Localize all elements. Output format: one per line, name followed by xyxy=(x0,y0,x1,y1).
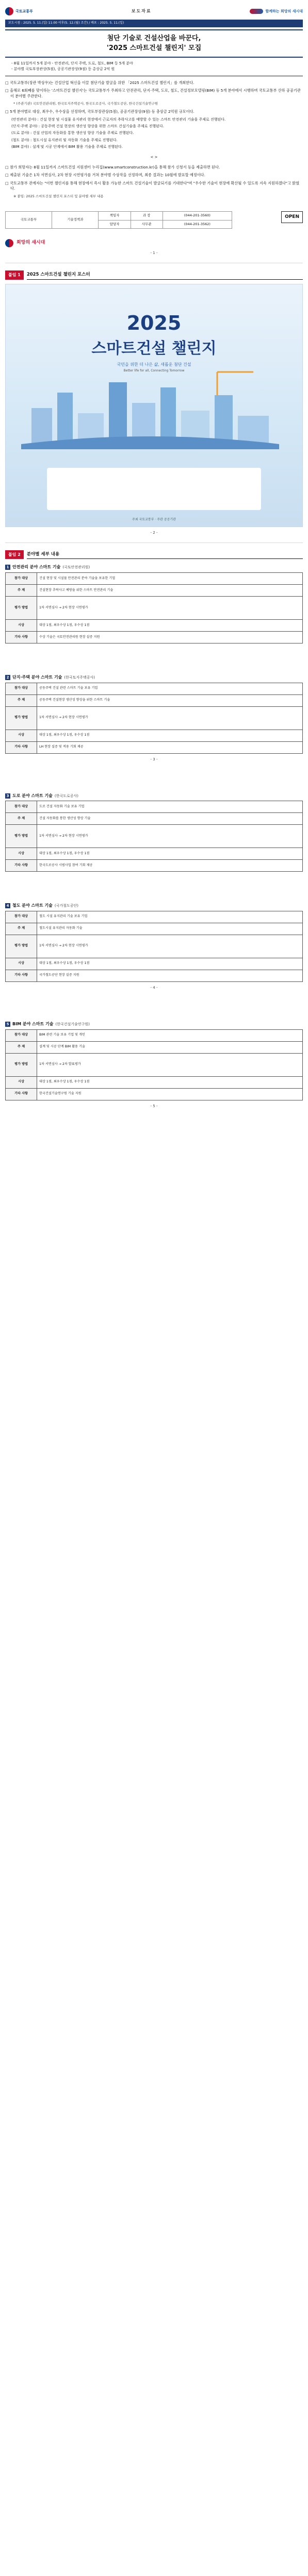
row-label: 기타 사항 xyxy=(6,860,37,872)
table-row xyxy=(6,730,303,741)
row-label: 참가 대상 xyxy=(6,911,37,923)
row-label: 평가 방법 xyxy=(6,597,37,620)
row-label: 평가 방법 xyxy=(6,825,37,848)
city-illustration xyxy=(21,367,279,449)
poster-year: 2025 xyxy=(126,311,182,334)
detail-section xyxy=(5,793,303,872)
row-value: 건설 현장 및 시설물 안전관리 분야 기술을 보유한 기업 xyxy=(37,573,303,585)
section-heading xyxy=(5,1021,303,1027)
table-row xyxy=(6,585,303,597)
row-value: 공동주택 건설현장 생산성 향상을 위한 스마트 기술 xyxy=(37,694,303,706)
table-row xyxy=(6,958,303,970)
government-emblem-icon xyxy=(5,7,13,15)
row-value: 철도 시설 유지관리 기술 보유 기업 xyxy=(37,911,303,923)
row-value: 1차 서면심사 → 2차 현장 시연평가 xyxy=(37,706,303,730)
table-row xyxy=(6,741,303,753)
row-label: 시상 xyxy=(6,958,37,970)
row-label: 참가 대상 xyxy=(6,801,37,813)
contact-name: 사무관 xyxy=(131,220,163,228)
section-heading xyxy=(5,903,303,909)
row-value: 건설현장 추락사고 예방을 위한 스마트 안전관리 기술 xyxy=(37,585,303,597)
row-label: 시상 xyxy=(6,1076,37,1088)
attachment-note: ※ 붙임: 2025 스마트건설 챌린지 포스터 및 분야별 세부 내용 xyxy=(13,194,104,198)
appendix-2-header xyxy=(5,550,303,560)
row-label: 평가 방법 xyxy=(6,706,37,730)
row-value: 1차 서면심사 → 2차 현장 시연평가 xyxy=(37,935,303,958)
table-row xyxy=(6,694,303,706)
table-row xyxy=(6,1041,303,1053)
press-release xyxy=(5,0,303,1109)
requirement-table xyxy=(5,683,303,754)
page-number: - 1 - xyxy=(150,251,158,255)
detail-section xyxy=(5,903,303,982)
row-label: 기타 사항 xyxy=(6,1088,37,1100)
row-value: 한국건설기술연구원 기술 지원 xyxy=(37,1088,303,1100)
title-line-2: '2025 스마트건설 챌린지' 모집 xyxy=(106,44,202,53)
paragraph: □ 올해로 6회째를 맞이하는 '스마트건설 챌린지'는 국토교통부가 주최하고 안전관리, 단지·주택, 도로, 철도, 건설정보모델링(BIM) 등 5개 분야에서 시행하며 국토교통부 산하 공공기관이 분야별 주관한다. xyxy=(5,88,303,99)
section-number: 1 xyxy=(5,565,10,570)
section-org: (한국건설기술연구원) xyxy=(55,1022,90,1026)
table-row xyxy=(6,923,303,935)
area-item: (BIM 분야) : 설계 및 시공 단계에서 BIM 활용 기술을 주제로 진행된다. xyxy=(11,144,123,149)
table-row xyxy=(6,1076,303,1088)
slogan-mark-icon xyxy=(250,9,263,14)
section-number: 3 xyxy=(5,793,10,799)
row-value: BIM 관련 기술 보유 기업 및 개인 xyxy=(37,1029,303,1041)
poster-tagline: Better life for all, Connecting Tomorrow xyxy=(123,368,185,372)
detail-section xyxy=(5,674,303,754)
table-row xyxy=(6,825,303,848)
poster-subtitle: 국민을 위한 더 나은 삶, 새롭운 첨단 건설 xyxy=(117,362,191,367)
table-row xyxy=(6,848,303,860)
slogan-text: 함께하는 희망의 새시대 xyxy=(265,9,303,13)
row-value: 1차 서면심사 → 2차 현장 시연평가 xyxy=(37,825,303,848)
table-row xyxy=(6,911,303,923)
open-badge: OPEN xyxy=(281,211,303,223)
title-box xyxy=(5,29,303,58)
table-row xyxy=(6,970,303,981)
row-value: 국가철도공단 현장 실증 지원 xyxy=(37,970,303,981)
table-row xyxy=(6,620,303,632)
section-org: (한국도로공사) xyxy=(54,793,78,798)
row-label: 참가 대상 xyxy=(6,573,37,585)
appendix-tag: 붙임 1 xyxy=(5,270,24,280)
page-number: - 4 - xyxy=(150,985,158,990)
section-number: 5 xyxy=(5,1022,10,1027)
row-label: 주 제 xyxy=(6,585,37,597)
footer-slogan: 희망의 새시대 xyxy=(17,240,45,246)
row-value: 대상 1점, 최우수상 1점, 우수상 1점 xyxy=(37,848,303,860)
row-value: 도로 건설 자동화 기술 보유 기업 xyxy=(37,801,303,813)
ministry-logo xyxy=(5,7,33,15)
paragraph: □ 제출된 기술은 1차 서면심사, 2차 현장 시연평가를 거쳐 분야별 수상작을 선정하며, 최종 결과는 10월에 발표할 예정이다. xyxy=(5,173,303,178)
page-number: - 2 - xyxy=(150,530,158,535)
row-label: 참가 대상 xyxy=(6,1029,37,1041)
row-label: 주 제 xyxy=(6,813,37,825)
ministry-name: 국토교통부 xyxy=(15,9,33,13)
row-label: 시상 xyxy=(6,730,37,741)
table-row xyxy=(6,632,303,643)
table-row xyxy=(6,935,303,958)
contact-role: 책임자 xyxy=(99,212,131,220)
row-label: 시상 xyxy=(6,848,37,860)
paragraph: □ 국토교통부 관계자는 "이번 챌린지를 통해 현장에서 즉시 활용 가능한 스마트 건설기술이 발굴되기를 기대한다"며 "우수한 기술이 현장에 확산될 수 있도록 지속 지원하겠다"고 밝혔다. xyxy=(5,181,303,192)
section-title: 철도 분야 스마트 기술 xyxy=(12,903,53,908)
poster-footer: 주최 국토교통부 · 주관 공공기관 xyxy=(132,518,176,522)
paragraph: □ 5개 분야별로 대상, 최우수, 우수상을 선정하며, 국토부장관상(5점), 공공기관장상(9점) 등 총상금 2억원 규모이다. xyxy=(5,109,303,114)
row-label: 평가 방법 xyxy=(6,1053,37,1076)
row-label: 기타 사항 xyxy=(6,970,37,981)
title-line-1: 첨단 기술로 건설산업을 바꾼다, xyxy=(107,34,201,42)
table-row xyxy=(6,1088,303,1100)
row-value: 설계 및 시공 단계 BIM 활용 기술 xyxy=(37,1041,303,1053)
row-value: 대상 1점, 최우수상 1점, 우수상 1점 xyxy=(37,958,303,970)
appendix-title: 분야별 세부 내용 xyxy=(27,550,303,559)
paragraph: □ 참가 희망자는 8월 11일까지 스마트건설 지원센터 누리집(www.smartconstruction.kr)을 통해 참가 신청서 등을 제출하면 된다. xyxy=(5,165,303,170)
section-org: (국토안전관리원) xyxy=(62,565,90,570)
detail-section xyxy=(5,1021,303,1100)
contact-name: 과 장 xyxy=(131,212,163,220)
table-row xyxy=(6,801,303,813)
row-label: 주 제 xyxy=(6,1041,37,1053)
row-value: 공동주택 건설 관련 스마트 기술 보유 기업 xyxy=(37,683,303,694)
row-value: LH 현장 실증 및 적용 기회 제공 xyxy=(37,741,303,753)
paragraph: □ 국토교통부(장관 박상우)는 건설산업 혁신을 이끌 첨단기술 발굴을 위한 「2025 스마트건설 챌린지」를 개최한다. xyxy=(5,80,303,86)
subpoints xyxy=(11,61,303,72)
row-label: 참가 대상 xyxy=(6,683,37,694)
footer-logos xyxy=(5,239,303,247)
row-label: 평가 방법 xyxy=(6,935,37,958)
table-row xyxy=(6,683,303,694)
subpoint: - 8월 11일까지 5개 분야 - 안전관리, 단지 주택, 도로, 철도, BIM 등 5개 분야 xyxy=(11,61,133,65)
row-value: 건설 자동화를 통한 생산성 향상 기술 xyxy=(37,813,303,825)
row-label: 기타 사항 xyxy=(6,741,37,753)
page-number: - 3 - xyxy=(150,757,158,761)
requirement-table xyxy=(5,572,303,643)
contact-team: 기술정책과 xyxy=(52,212,99,229)
requirement-table xyxy=(5,1029,303,1100)
row-value: 1차 서면심사 → 2차 현장 시연평가 xyxy=(37,597,303,620)
section-org: (국가철도공단) xyxy=(54,904,78,908)
section-title: BIM 분야 스마트 기술 xyxy=(12,1022,54,1027)
area-item: (단지·주택 분야) : 공동주택 건설 현장의 생산성 향상을 위한 스마트 건설기술을 주제로 진행된다. xyxy=(11,124,164,129)
row-value: 대상 1점, 최우수상 1점, 우수상 1점 xyxy=(37,620,303,632)
contact-section xyxy=(5,211,303,229)
page-number: - 5 - xyxy=(150,1104,158,1108)
row-value: 철도시설 유지관리 자동화 기술 xyxy=(37,923,303,935)
row-value: 1차 서면심사 → 2차 발표평가 xyxy=(37,1053,303,1076)
government-emblem-icon xyxy=(5,239,13,247)
row-label: 주 제 xyxy=(6,923,37,935)
poster-info-box xyxy=(47,468,261,510)
challenge-poster xyxy=(5,284,303,527)
section-number: 2 xyxy=(5,675,10,680)
doc-type: 보도자료 xyxy=(131,9,152,14)
table-row xyxy=(6,813,303,825)
section-heading xyxy=(5,674,303,681)
org-note: * (주관기관) 국토안전관리원, 한국토지주택공사, 한국도로공사, 국가철도공단, 한국건설기술연구원 xyxy=(13,101,158,106)
section-title: 안전관리 분야 스마트 기술 xyxy=(12,565,61,570)
table-row xyxy=(6,573,303,585)
section-title: 단지·주택 분야 스마트 기술 xyxy=(12,675,62,680)
section-heading xyxy=(5,564,303,570)
subpoint: - 분야별 국토부장관상(5점), 공공기관장상(9점) 등 총상금 2억 원 xyxy=(11,66,115,71)
table-row xyxy=(6,706,303,730)
poster-title: 스마트건설 챌린지 xyxy=(91,339,217,358)
row-value: 한국도로공사 시범사업 참여 기회 제공 xyxy=(37,860,303,872)
area-item: (도로 분야) : 건설 산업의 자동화를 통한 생산성 향상 기술을 주제로 진행된다. xyxy=(11,131,134,135)
contact-tel: (044-201-3560) xyxy=(163,212,232,220)
appendix-1-header xyxy=(5,270,303,280)
table-row xyxy=(6,597,303,620)
area-item: (철도 분야) : 철도시설 유지관리 및 자동화 기술을 주제로 진행된다. xyxy=(11,138,118,142)
row-value: 수상 기술은 국토안전관리원 현장 실증 지원 xyxy=(37,632,303,643)
requirement-table xyxy=(5,801,303,872)
row-label: 주 제 xyxy=(6,694,37,706)
header xyxy=(5,0,303,18)
separator-dots: < > xyxy=(150,155,158,159)
row-label: 기타 사항 xyxy=(6,632,37,643)
contact-table xyxy=(5,211,232,229)
slogan xyxy=(250,9,303,14)
row-value: 대상 1점, 최우수상 1점, 우수상 1점 xyxy=(37,1076,303,1088)
area-item: (안전관리 분야) : 건설 현장 및 시설물 유지관리 현장에서 근로자의 추락사고를 예방할 수 있는 스마트 안전관리 기술을 주제로 진행된다. xyxy=(11,117,226,122)
section-org: (한국토지주택공사) xyxy=(64,675,95,680)
appendix-title: 2025 스마트건설 챌린지 포스터 xyxy=(27,270,303,279)
release-meta: 보도시점 : 2025. 5. 11.(일) 11:00 이후(5. 12.(월) 조간) / 배포 : 2025. 5. 11.(일) xyxy=(8,21,124,25)
table-row xyxy=(6,1053,303,1076)
section-title: 도로 분야 스마트 기술 xyxy=(12,793,53,798)
section-number: 4 xyxy=(5,903,10,908)
row-label: 시상 xyxy=(6,620,37,632)
requirement-table xyxy=(5,911,303,982)
section-heading xyxy=(5,793,303,799)
contact-dept: 국토교통부 xyxy=(6,212,52,229)
release-meta-bar xyxy=(5,20,303,27)
section-list xyxy=(5,564,303,1108)
table-row xyxy=(6,860,303,872)
row-value: 대상 1점, 최우수상 1점, 우수상 1점 xyxy=(37,730,303,741)
appendix-tag: 붙임 2 xyxy=(5,550,24,560)
table-row xyxy=(6,1029,303,1041)
detail-section xyxy=(5,564,303,643)
contact-tel: (044-201-3562) xyxy=(163,220,232,228)
contact-role: 담당자 xyxy=(99,220,131,228)
